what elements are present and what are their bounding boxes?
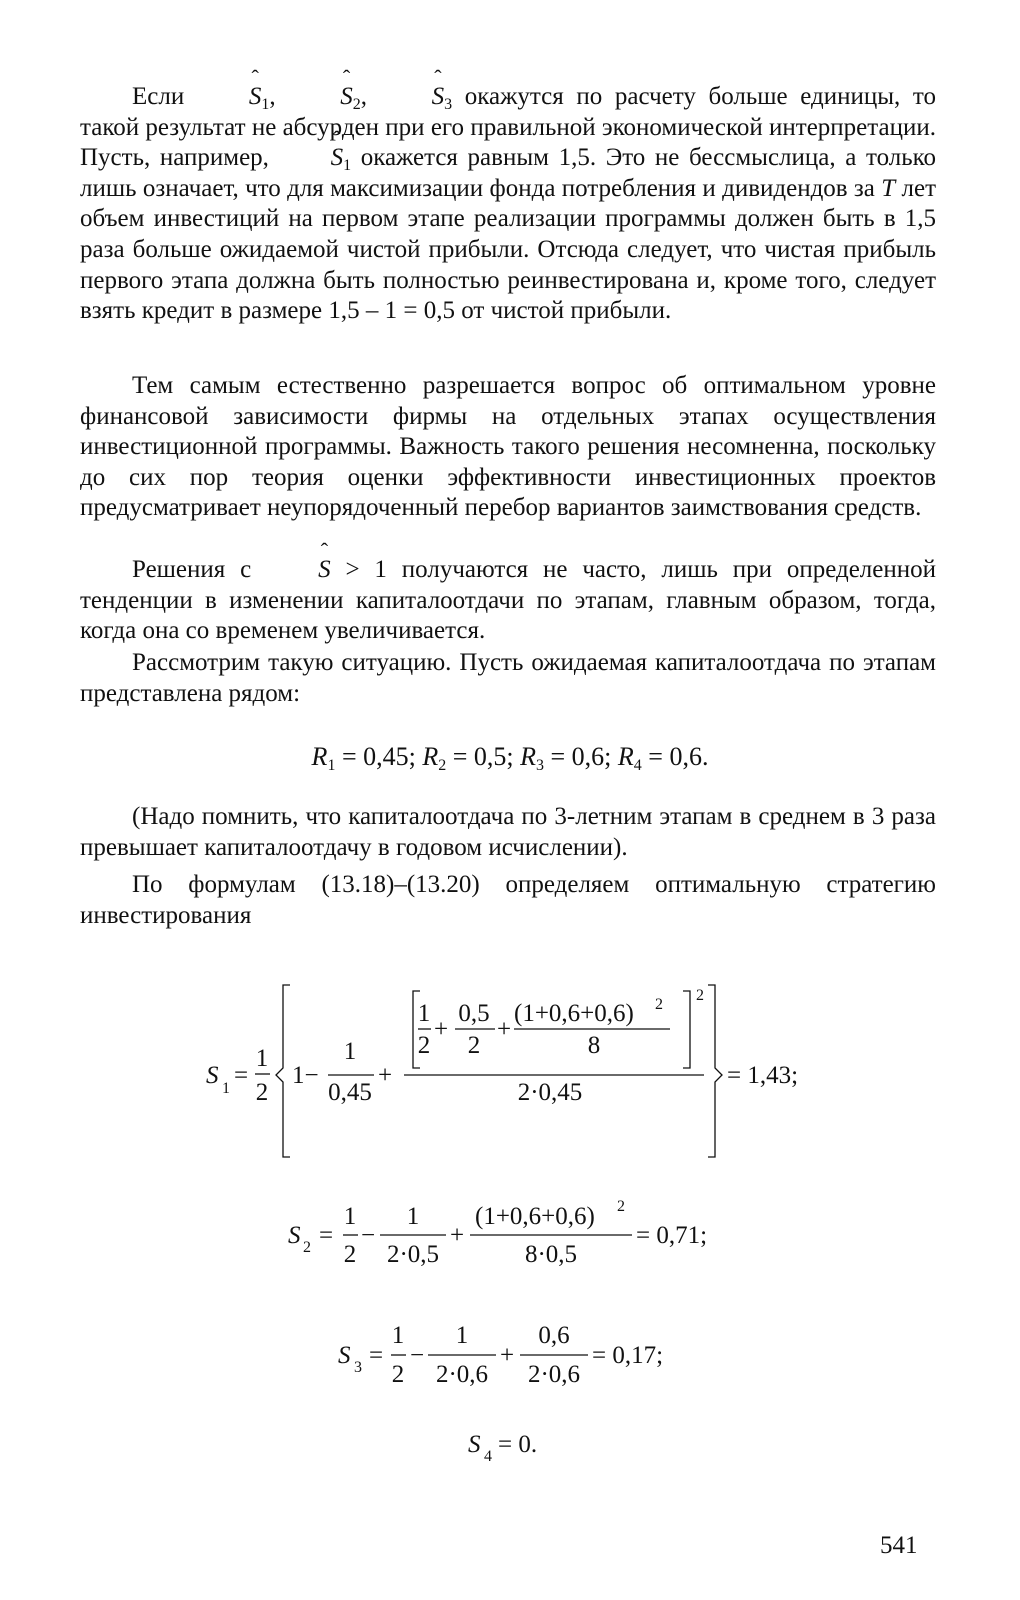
svg-text:1: 1 — [343, 1203, 357, 1230]
svg-text:=: = — [319, 1222, 334, 1249]
svg-text:= 0,17;: = 0,17; — [592, 1342, 664, 1369]
s-hat-4: ˆ S — [279, 143, 344, 174]
svg-text:1: 1 — [417, 1000, 431, 1027]
svg-text:= 1,43;: = 1,43; — [727, 1062, 799, 1089]
svg-text:−: − — [361, 1222, 376, 1249]
svg-text:4: 4 — [484, 1448, 492, 1465]
svg-text:2: 2 — [617, 1198, 625, 1215]
svg-text:1: 1 — [406, 1203, 420, 1230]
capital-return-series: $R_1 = 0,45$; $R_2 = 0,5$; $R_3 = 0,6$; $R_4 = 0,6$. — [311, 742, 709, 774]
svg-text:=: = — [234, 1062, 249, 1089]
svg-text:S: S — [288, 1222, 301, 1249]
svg-text:(1+0,6+0,6): (1+0,6+0,6) — [514, 1000, 634, 1027]
svg-text:=: = — [369, 1342, 384, 1369]
svg-text:2: 2 — [696, 987, 704, 1004]
svg-text:0,6: 0,6 — [538, 1322, 570, 1349]
svg-text:2: 2 — [303, 1239, 311, 1256]
svg-text:1: 1 — [391, 1322, 405, 1349]
paragraph-4: Рассмотрим такую ситуацию. Пусть ожидаемая капиталоотдача по этапам представлена рядом: — [80, 649, 936, 707]
svg-text:1: 1 — [455, 1322, 469, 1349]
svg-text:S: S — [338, 1342, 351, 1369]
svg-text:S: S — [206, 1062, 219, 1089]
svg-text:1−: 1− — [292, 1062, 319, 1089]
svg-text:2: 2 — [255, 1079, 269, 1106]
s-hat-5: ˆ S — [266, 555, 331, 586]
svg-text:2·0,6: 2·0,6 — [527, 1361, 581, 1388]
svg-text:0,45: 0,45 — [328, 1079, 372, 1106]
svg-text:2: 2 — [391, 1361, 405, 1388]
s-hat-3: ˆ S — [380, 82, 445, 113]
paragraph-3: Решения с ˆ S > 1 получаются не часто, лишь при определенной тенденции в изменении капиталоотдачи по этапам, главным образом, тогда, когда она со временем увеличивается. — [80, 555, 936, 647]
svg-text:+: + — [497, 1016, 512, 1043]
svg-text:+: + — [500, 1342, 515, 1369]
svg-text:2: 2 — [467, 1032, 481, 1059]
svg-text:2: 2 — [417, 1032, 431, 1059]
svg-text:1: 1 — [343, 1038, 357, 1065]
svg-text:+: + — [378, 1062, 393, 1089]
paragraph-6: По формулам (13.18)–(13.20) определяем оптимальную стратегию инвестирования — [80, 871, 936, 929]
svg-text:2·0,45: 2·0,45 — [517, 1079, 583, 1106]
svg-text:+: + — [450, 1222, 465, 1249]
svg-text:2: 2 — [655, 996, 663, 1013]
svg-text:1: 1 — [222, 1080, 230, 1097]
svg-text:S: S — [468, 1431, 481, 1458]
svg-text:+: + — [434, 1016, 449, 1043]
svg-text:= 0,71;: = 0,71; — [636, 1222, 708, 1249]
paragraph-1: Если ˆ $S_1$, ˆ $S_2$, ˆ $S_3$ окажутся по расчету больше единицы, то такой результат не абсурден при его правильной экономической интерпретации. Пусть, например, ˆ $S_1$ окажется равным 1,5. Это не бессмыслица, а только лишь означает, что для максимизации фонда потребления и дивидендов за T лет объем инвестиций на первом этапе реализации программы должен быть в 1,5 раза больше ожидаемой чистой прибыли. Отсюда следует, что чистая прибыль первого этапа должна быть полностью реинвестирована и, кроме того, следует взять кредит в размере 1,5 – 1 = 0,5 от чистой прибыли. — [80, 82, 936, 327]
page-number: 541 — [880, 1532, 918, 1559]
paragraph-2: Тем самым естественно разрешается вопрос об оптимальном уровне финансовой зависимости фирмы на отдельных этапах осуществления инвестиционной программы. Важность такого решения несомненна, поскольку до сих пор теория оценки эффективности инвестиционных проектов предусматривает неупорядоченный перебор вариантов заимствования средств. — [80, 372, 936, 522]
s-hat-2: ˆ S — [288, 82, 353, 113]
svg-text:8·0,5: 8·0,5 — [524, 1241, 578, 1268]
svg-text:2·0,5: 2·0,5 — [386, 1241, 440, 1268]
svg-text:8: 8 — [587, 1032, 601, 1059]
svg-text:2·0,6: 2·0,6 — [435, 1361, 489, 1388]
svg-text:1: 1 — [255, 1045, 269, 1072]
s-hat-1: ˆ S — [197, 82, 262, 113]
svg-text:0,5: 0,5 — [458, 1000, 490, 1027]
svg-text:= 0.: = 0. — [498, 1431, 538, 1458]
paragraph-5: (Надо помнить, что капиталоотдача по 3-летним этапам в среднем в 3 раза превышает капиталоотдачу в годовом исчислении). — [80, 803, 936, 861]
svg-text:(1+0,6+0,6): (1+0,6+0,6) — [475, 1203, 595, 1230]
svg-text:3: 3 — [354, 1359, 362, 1376]
svg-text:−: − — [410, 1342, 425, 1369]
svg-text:2: 2 — [343, 1241, 357, 1268]
